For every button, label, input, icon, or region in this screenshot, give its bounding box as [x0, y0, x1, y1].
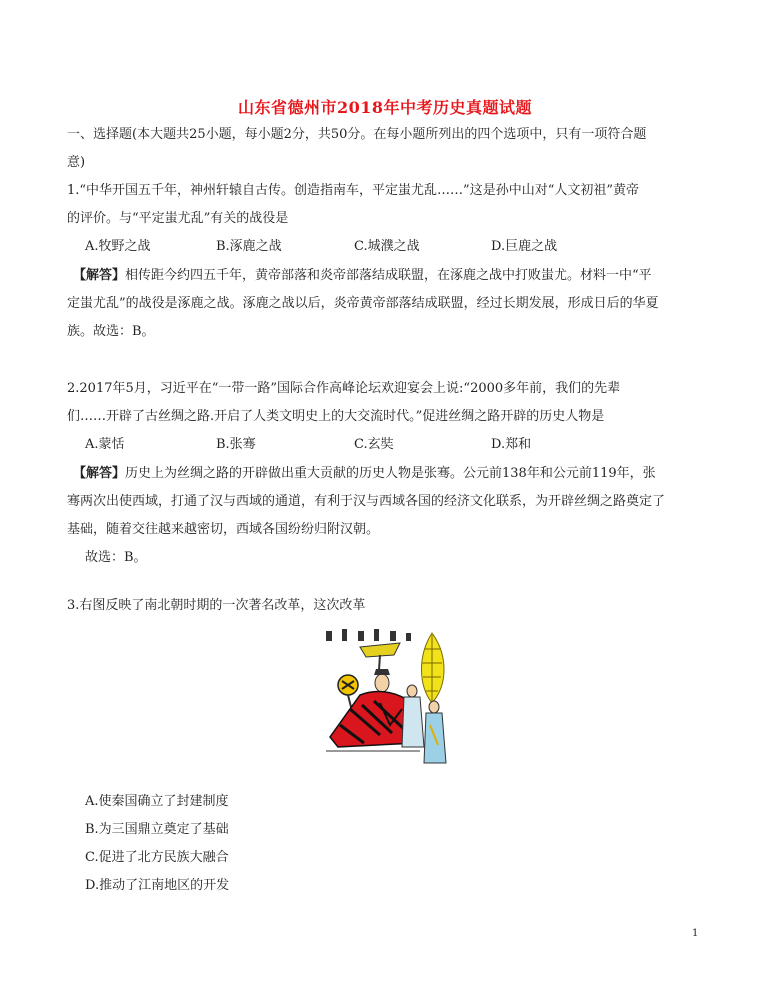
q1-option-d: D.巨鹿之战 — [491, 239, 558, 254]
page-title: 山东省德州市2018年中考历史真题试题 — [237, 98, 533, 117]
q2-option-b: B.张骞 — [216, 437, 256, 452]
q2-answer-line-4: 故选：B。 — [85, 550, 147, 565]
page-number: 1 — [692, 928, 699, 939]
section-intro-line-2: 意) — [67, 155, 86, 170]
q1-answer-text-1: 相传距今约四五千年，黄帝部落和炎帝部落结成联盟，在涿鹿之战中打败蚩尤。材料一中“平 — [125, 268, 652, 283]
reform-illustration — [320, 625, 460, 775]
q1-option-c: C.城濮之战 — [354, 239, 420, 254]
q3-option-c: C.促进了北方民族大融合 — [85, 850, 229, 865]
section-intro-line-1: 一、选择题(本大题共25小题，每小题2分，共50分。在每小题所列出的四个选项中，只有一项符合题 — [67, 127, 647, 142]
q1-option-a: A.牧野之战 — [85, 239, 151, 254]
q2-stem-line-2: 们……开辟了古丝绸之路.开启了人类文明史上的大交流时代。”促进丝绸之路开辟的历史人物是 — [67, 409, 605, 424]
q2-answer-line-1 — [73, 460, 713, 488]
q3-option-b: B.为三国鼎立奠定了基础 — [85, 822, 229, 837]
q2-answer-line-3: 基础，随着交往越来越密切，西域各国纷纷归附汉朝。 — [67, 522, 380, 537]
q1-answer-line-1 — [73, 262, 713, 290]
q1-stem-line-2: 的评价。与“平定蚩尤乱”有关的战役是 — [67, 211, 289, 226]
q1-option-b: B.涿鹿之战 — [216, 239, 282, 254]
q1-answer-line-3: 族。故选：B。 — [67, 324, 155, 339]
q2-stem-line-1: 2.2017年5月，习近平在“一带一路”国际合作高峰论坛欢迎宴会上说:“2000多年前，我们的先辈 — [67, 381, 621, 396]
q1-stem-line-1: 1.“中华开国五千年，神州轩辕自古传。创造指南车，平定蚩尤乱……”这是孙中山对“人文初祖”黄帝 — [67, 183, 639, 198]
q2-option-d: D.郑和 — [491, 437, 532, 452]
q2-answer-line-2: 骞两次出使西域，打通了汉与西域的通道，有利于汉与西域各国的经济文化联系，为开辟丝绸之路奠定了 — [67, 494, 666, 509]
q2-answer-tag: 【解答】 — [73, 466, 126, 481]
emperor-procession-image — [320, 625, 460, 775]
q2-option-c: C.玄奘 — [354, 437, 394, 452]
q3-stem: 3.右图反映了南北朝时期的一次著名改革，这次改革 — [67, 598, 366, 613]
q3-option-a: A.使秦国确立了封建制度 — [85, 794, 229, 809]
q1-answer-line-2: 定蚩尤乱”的战役是涿鹿之战。涿鹿之战以后，炎帝黄帝部落结成联盟，经过长期发展，形成日后的华夏 — [67, 296, 659, 311]
q2-option-a: A.蒙恬 — [85, 437, 125, 452]
q1-answer-tag: 【解答】 — [73, 268, 126, 283]
q2-answer-text-1: 历史上为丝绸之路的开辟做出重大贡献的历史人物是张骞。公元前138年和公元前119年，张 — [125, 466, 656, 481]
q3-option-d: D.推动了江南地区的开发 — [85, 878, 230, 893]
